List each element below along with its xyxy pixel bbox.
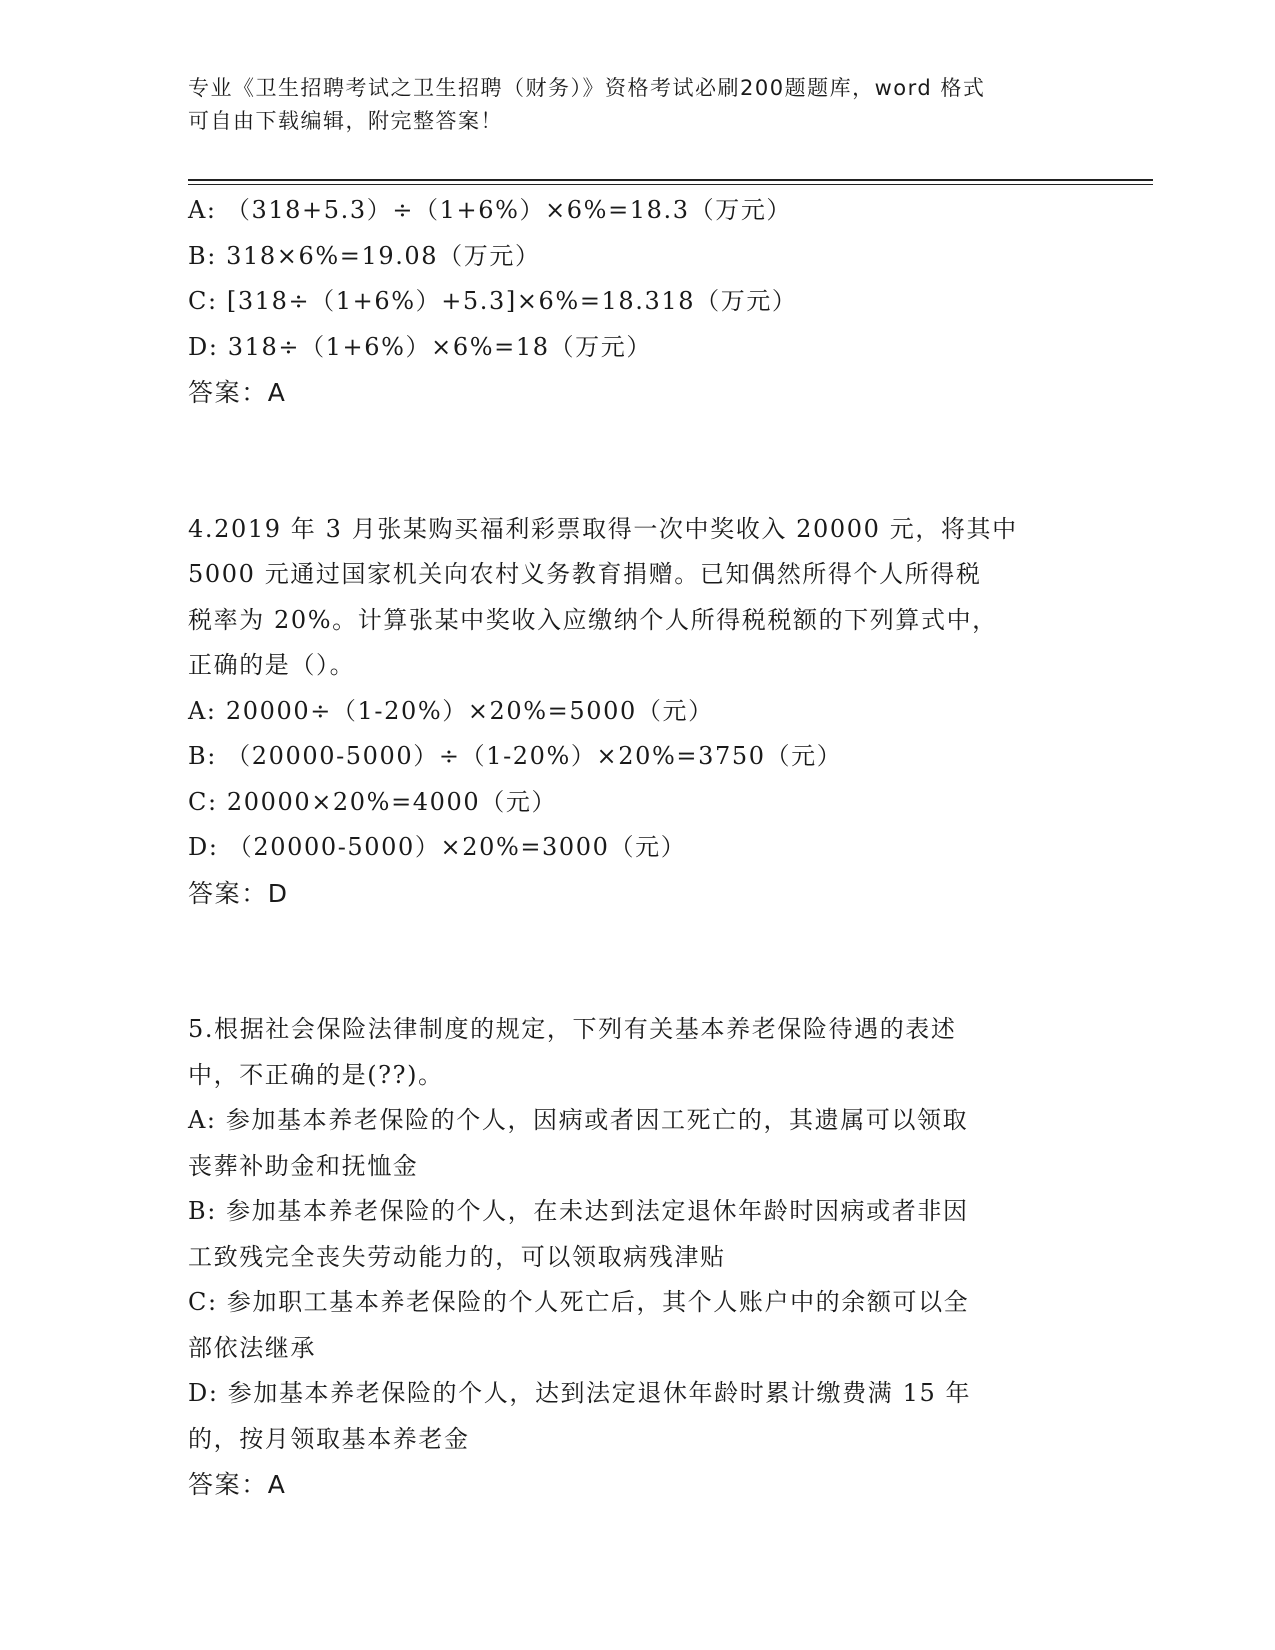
question-stem: 正确的是（）。 — [188, 651, 356, 679]
spacer — [188, 916, 1088, 962]
answer: 答案：D — [188, 878, 289, 908]
option-a: A: （318+5.3）÷（1+6%）×6%=18.3（万元） — [188, 196, 793, 224]
option-a: A: 参加基本养老保险的个人，因病或者因工死亡的，其遗属可以领取 — [188, 1106, 969, 1134]
spacer — [188, 461, 1088, 507]
answer: 答案：A — [188, 1470, 287, 1499]
question-stem: 4.2019 年 3 月张某购买福利彩票取得一次中奖收入 20000 元，将其中 — [188, 514, 1018, 543]
document-body — [188, 188, 1088, 1508]
option-d: D: 参加基本养老保险的个人，达到法定退休年龄时累计缴费满 15 年 — [188, 1379, 972, 1407]
question-stem: 5000 元通过国家机关向农村义务教育捐赠。已知偶然所得个人所得税 — [188, 560, 982, 588]
document-header — [188, 72, 1088, 138]
spacer — [188, 416, 1088, 462]
question-stem: 5.根据社会保险法律制度的规定，下列有关基本养老保险待遇的表述 — [188, 1015, 957, 1043]
spacer — [188, 962, 1088, 1008]
option-a: A: 20000÷（1-20%）×20%=5000（元） — [188, 696, 714, 725]
question-stem: 中，不正确的是(??)。 — [188, 1060, 444, 1089]
question-4 — [188, 507, 1088, 917]
option-a-continued: 丧葬补助金和抚恤金 — [188, 1151, 419, 1180]
question-5 — [188, 1007, 1088, 1508]
header-line-2: 可自由下载编辑，附完整答案！ — [188, 109, 503, 133]
answer: 答案：A — [188, 378, 287, 407]
option-b: B: （20000-5000）÷（1-20%）×20%=3750（元） — [188, 742, 843, 770]
option-d: D: （20000-5000）×20%=3000（元） — [188, 833, 687, 861]
option-b-continued: 工致残完全丧失劳动能力的，可以领取病残津贴 — [188, 1242, 726, 1271]
option-c: C: 20000×20%=4000（元） — [188, 787, 558, 816]
option-b: B: 318×6%=19.08（万元） — [188, 241, 541, 270]
question-stem: 税率为 20%。计算张某中奖收入应缴纳个人所得税税额的下列算式中， — [188, 605, 998, 634]
header-divider-thick — [188, 179, 1153, 181]
option-d-continued: 的，按月领取基本养老金 — [188, 1424, 470, 1453]
question-3 — [188, 188, 1088, 416]
option-c-continued: 部依法继承 — [188, 1333, 316, 1362]
option-c: C: [318÷（1+6%）+5.3]×6%=18.318（万元） — [188, 287, 798, 315]
option-c: C: 参加职工基本养老保险的个人死亡后，其个人账户中的余额可以全 — [188, 1288, 970, 1316]
option-d: D: 318÷（1+6%）×6%=18（万元） — [188, 332, 652, 361]
header-divider-thin — [188, 184, 1153, 185]
header-line-1: 专业《卫生招聘考试之卫生招聘（财务）》资格考试必刷200题题库，word 格式 — [188, 76, 986, 100]
option-b: B: 参加基本养老保险的个人，在未达到法定退休年龄时因病或者非因 — [188, 1197, 969, 1225]
